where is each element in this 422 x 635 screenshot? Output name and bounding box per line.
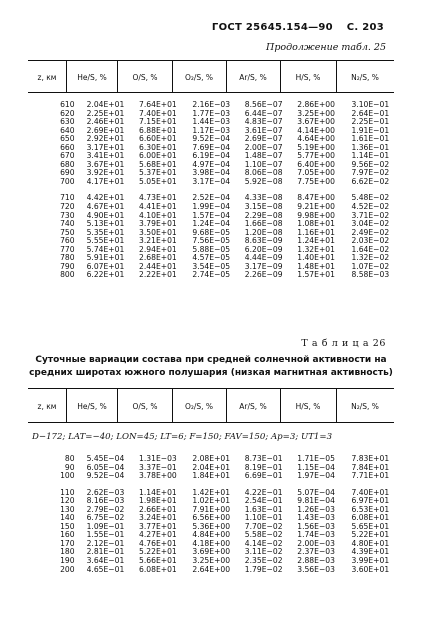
- value-cell: 2.54E−01: [244, 496, 283, 506]
- value-cell: 5.92E−08: [244, 176, 283, 186]
- value-cell: 2.88E−03: [297, 556, 335, 566]
- value-cell: 1.17E−03: [192, 125, 231, 135]
- value-cell: 3.67E+00: [297, 117, 335, 127]
- value-cell: 1.43E−03: [297, 513, 335, 523]
- value-cell: 1.64E−02: [351, 244, 390, 254]
- value-cell: 5.19E+00: [297, 142, 335, 152]
- value-cell: 2.25E−01: [351, 117, 390, 127]
- value-cell: 6.97E+01: [351, 496, 390, 506]
- altitude-cell: 200: [60, 564, 75, 574]
- value-cell: 1.48E+01: [297, 261, 335, 271]
- altitude-cell: 750: [60, 227, 75, 237]
- value-cell: 1.63E−01: [244, 504, 283, 514]
- value-cell: 2.37E−03: [297, 547, 335, 557]
- altitude-cell: 640: [60, 125, 75, 135]
- value-cell: 1.20E−08: [244, 227, 283, 237]
- altitude-cell: 760: [60, 236, 75, 246]
- value-cell: 1.36E−01: [351, 142, 390, 152]
- altitude-cell: 130: [60, 504, 75, 514]
- value-cell: 7.40E+01: [351, 487, 390, 497]
- altitude-cell: 650: [60, 134, 75, 144]
- value-cell: 9.52E−04: [86, 471, 125, 481]
- value-cell: 6.20E−09: [244, 244, 283, 254]
- altitude-cell: 120: [60, 496, 75, 506]
- value-cell: 1.32E+01: [297, 244, 335, 254]
- value-cell: 3.77E+01: [139, 521, 177, 531]
- column-header: H/S, %: [295, 402, 321, 411]
- column-header: N₂/S, %: [351, 73, 379, 82]
- continuation-label: Продолжение табл. 25: [266, 42, 386, 53]
- value-cell: 2.00E−03: [297, 538, 335, 548]
- value-cell: 1.57E+01: [297, 270, 335, 280]
- value-cell: 3.04E−02: [351, 219, 390, 229]
- value-cell: 1.55E−01: [86, 530, 125, 540]
- altitude-cell: 770: [60, 244, 75, 254]
- value-cell: 3.71E−02: [351, 210, 390, 220]
- value-cell: 1.16E+01: [297, 227, 335, 237]
- value-cell: 6.30E+01: [139, 142, 177, 152]
- value-cell: 5.48E−02: [351, 193, 390, 203]
- altitude-cell: 660: [60, 142, 75, 152]
- value-cell: 2.81E−01: [86, 547, 125, 557]
- table-row: [28, 271, 394, 280]
- value-cell: 5.55E+01: [86, 236, 125, 246]
- value-cell: 1.31E−03: [139, 454, 177, 463]
- value-cell: 8.47E+00: [297, 193, 335, 203]
- value-cell: 3.17E−04: [192, 176, 231, 186]
- value-cell: 7.15E+01: [139, 117, 177, 127]
- value-cell: 2.46E+01: [86, 117, 125, 127]
- value-cell: 2.25E+01: [86, 108, 125, 118]
- value-cell: 2.22E+01: [139, 270, 177, 280]
- value-cell: 6.60E+01: [139, 134, 177, 144]
- value-cell: 1.09E−01: [86, 521, 125, 531]
- value-cell: 2.04E+01: [86, 100, 125, 109]
- altitude-cell: 180: [60, 547, 75, 557]
- column-header: H/S, %: [295, 73, 321, 82]
- value-cell: 7.69E−04: [192, 142, 231, 152]
- value-cell: 5.05E+01: [139, 176, 177, 186]
- column-header: O/S, %: [132, 73, 158, 82]
- value-cell: 6.69E−01: [244, 471, 283, 481]
- page-header: [202, 22, 384, 33]
- value-cell: 3.61E−07: [244, 125, 283, 135]
- value-cell: 2.68E+01: [139, 253, 177, 263]
- value-cell: 3.10E−01: [351, 100, 390, 109]
- value-cell: 4.41E+01: [139, 202, 177, 212]
- value-cell: 1.32E−02: [351, 253, 390, 263]
- page-number: С. 203: [346, 22, 384, 33]
- value-cell: 1.40E+01: [297, 253, 335, 263]
- value-cell: 1.26E−03: [297, 504, 335, 514]
- value-cell: 9.81E−04: [297, 496, 335, 506]
- altitude-cell: 100: [60, 471, 75, 481]
- table25-head-rule: [28, 92, 394, 93]
- column-header: O/S, %: [132, 402, 158, 411]
- value-cell: 3.54E−05: [192, 261, 231, 271]
- value-cell: 8.63E−09: [244, 236, 283, 246]
- column-header: O₂/S, %: [184, 402, 214, 411]
- altitude-cell: 610: [60, 100, 75, 109]
- value-cell: 3.15E−08: [244, 202, 283, 212]
- altitude-cell: 620: [60, 108, 75, 118]
- value-cell: 2.04E+01: [192, 462, 231, 472]
- column-header: Ar/S, %: [239, 73, 267, 82]
- altitude-cell: 110: [60, 487, 75, 497]
- value-cell: 3.99E+01: [351, 556, 390, 566]
- value-cell: 5.58E−02: [244, 530, 283, 540]
- value-cell: 2.64E+00: [192, 564, 231, 574]
- value-cell: 6.75E−02: [86, 513, 125, 523]
- altitude-cell: 190: [60, 556, 75, 566]
- table26-label: Т а б л и ц а 26: [301, 338, 386, 349]
- altitude-cell: 690: [60, 168, 75, 178]
- value-cell: 4.17E+01: [86, 176, 125, 186]
- value-cell: 1.77E−03: [192, 108, 231, 118]
- value-cell: 2.64E−01: [351, 108, 390, 118]
- value-cell: 6.40E+00: [297, 159, 335, 169]
- value-cell: 2.00E−07: [244, 142, 283, 152]
- value-cell: 4.67E+01: [86, 202, 125, 212]
- value-cell: 5.22E+01: [351, 530, 390, 540]
- value-cell: 3.37E−01: [139, 462, 177, 472]
- value-cell: 2.52E−04: [192, 193, 231, 203]
- value-cell: 2.69E+01: [86, 125, 125, 135]
- value-cell: 2.69E−07: [244, 134, 283, 144]
- value-cell: 3.98E−04: [192, 168, 231, 178]
- value-cell: 4.64E+00: [297, 134, 335, 144]
- value-cell: 7.91E+00: [192, 504, 231, 514]
- altitude-cell: 720: [60, 202, 75, 212]
- value-cell: 8.16E−03: [86, 496, 125, 506]
- table-row: [28, 178, 394, 187]
- value-cell: 7.83E+01: [351, 454, 390, 463]
- value-cell: 3.69E+00: [192, 547, 231, 557]
- value-cell: 1.14E+01: [139, 487, 177, 497]
- value-cell: 4.42E+01: [86, 193, 125, 203]
- table26-head-rule: [28, 422, 394, 423]
- value-cell: 3.92E+01: [86, 168, 125, 178]
- altitude-cell: 80: [64, 454, 75, 463]
- value-cell: 8.56E−07: [244, 100, 283, 109]
- value-cell: 7.84E+01: [351, 462, 390, 472]
- altitude-cell: 90: [64, 462, 75, 472]
- standard-number: ГОСТ 25645.154—90: [211, 22, 333, 33]
- value-cell: 3.25E+00: [192, 556, 231, 566]
- value-cell: 4.97E−04: [192, 159, 231, 169]
- value-cell: 2.66E+01: [139, 504, 177, 514]
- value-cell: 4.84E+00: [192, 530, 231, 540]
- value-cell: 9.56E−02: [351, 159, 390, 169]
- value-cell: 6.22E+01: [86, 270, 125, 280]
- table26-top-rule: [28, 388, 394, 389]
- value-cell: 1.10E−01: [244, 513, 283, 523]
- value-cell: 5.37E+01: [139, 168, 177, 178]
- value-cell: 5.36E+00: [192, 521, 231, 531]
- value-cell: 1.15E−04: [297, 462, 335, 472]
- value-cell: 2.26E−09: [244, 270, 283, 280]
- value-cell: 1.84E+01: [192, 471, 231, 481]
- value-cell: 3.60E+01: [351, 564, 390, 574]
- value-cell: 6.07E+01: [86, 261, 125, 271]
- value-cell: 4.22E−01: [244, 487, 283, 497]
- value-cell: 4.27E+01: [139, 530, 177, 540]
- value-cell: 7.71E+01: [351, 471, 390, 481]
- value-cell: 1.44E−03: [192, 117, 231, 127]
- value-cell: 2.74E−05: [192, 270, 231, 280]
- value-cell: 1.56E−03: [297, 521, 335, 531]
- value-cell: 2.49E−02: [351, 227, 390, 237]
- value-cell: 4.80E+01: [351, 538, 390, 548]
- value-cell: 5.77E+00: [297, 151, 335, 161]
- value-cell: 1.14E−01: [351, 151, 390, 161]
- altitude-cell: 700: [60, 176, 75, 186]
- value-cell: 4.90E+01: [86, 210, 125, 220]
- value-cell: 3.21E+01: [139, 236, 177, 246]
- value-cell: 5.88E−05: [192, 244, 231, 254]
- altitude-cell: 160: [60, 530, 75, 540]
- value-cell: 4.14E−02: [244, 538, 283, 548]
- value-cell: 5.91E+01: [86, 253, 125, 263]
- column-header: Ar/S, %: [239, 402, 267, 411]
- table-row: [28, 566, 394, 575]
- value-cell: 3.67E+01: [86, 159, 125, 169]
- value-cell: 9.68E−05: [192, 227, 231, 237]
- value-cell: 9.98E+00: [297, 210, 335, 220]
- value-cell: 5.22E+01: [139, 547, 177, 557]
- altitude-cell: 680: [60, 159, 75, 169]
- value-cell: 2.08E+01: [192, 454, 231, 463]
- value-cell: 2.44E+01: [139, 261, 177, 271]
- value-cell: 1.91E−01: [351, 125, 390, 135]
- value-cell: 5.74E+01: [86, 244, 125, 254]
- value-cell: 2.86E+00: [297, 100, 335, 109]
- column-header: He/S, %: [77, 402, 107, 411]
- altitude-cell: 730: [60, 210, 75, 220]
- table25-top-rule: [28, 60, 394, 61]
- value-cell: 1.66E−08: [244, 219, 283, 229]
- value-cell: 1.57E−04: [192, 210, 231, 220]
- table-row: [28, 472, 394, 481]
- value-cell: 5.07E−04: [297, 487, 335, 497]
- value-cell: 1.24E−04: [192, 219, 231, 229]
- value-cell: 1.74E−03: [297, 530, 335, 540]
- value-cell: 7.64E+01: [139, 100, 177, 109]
- value-cell: 3.50E+01: [139, 227, 177, 237]
- value-cell: 6.19E−04: [192, 151, 231, 161]
- value-cell: 4.14E+00: [297, 125, 335, 135]
- value-cell: 1.99E−04: [192, 202, 231, 212]
- altitude-cell: 800: [60, 270, 75, 280]
- value-cell: 3.64E−01: [86, 556, 125, 566]
- altitude-cell: 780: [60, 253, 75, 263]
- value-cell: 5.66E+01: [139, 556, 177, 566]
- value-cell: 5.45E−04: [86, 454, 125, 463]
- model-parameters: D−172; LAT=−40; LON=45; LT=6; F=150; FAV=150; Ap=3; UT1=3: [32, 432, 333, 442]
- value-cell: 2.12E−01: [86, 538, 125, 548]
- value-cell: 6.05E−04: [86, 462, 125, 472]
- value-cell: 3.56E−03: [297, 564, 335, 574]
- value-cell: 6.08E+01: [351, 513, 390, 523]
- altitude-cell: 140: [60, 513, 75, 523]
- value-cell: 5.65E+01: [351, 521, 390, 531]
- column-header: O₂/S, %: [184, 73, 214, 82]
- column-header: N₂/S, %: [351, 402, 379, 411]
- value-cell: 2.03E−02: [351, 236, 390, 246]
- value-cell: 6.56E+00: [192, 513, 231, 523]
- value-cell: 2.29E−08: [244, 210, 283, 220]
- value-cell: 5.68E+01: [139, 159, 177, 169]
- value-cell: 9.21E+00: [297, 202, 335, 212]
- value-cell: 1.42E+01: [192, 487, 231, 497]
- value-cell: 3.78E+00: [139, 471, 177, 481]
- column-header: He/S, %: [77, 73, 107, 82]
- value-cell: 4.52E−02: [351, 202, 390, 212]
- value-cell: 6.44E−07: [244, 108, 283, 118]
- value-cell: 1.07E−02: [351, 261, 390, 271]
- table26: [28, 455, 394, 574]
- table26-caption: Суточные вариации состава при средней солнечной активности на средних широтах южного полушария (низкая магнитная активность): [29, 355, 393, 378]
- value-cell: 1.02E+01: [192, 496, 231, 506]
- value-cell: 7.70E−02: [244, 521, 283, 531]
- value-cell: 8.19E−01: [244, 462, 283, 472]
- altitude-cell: 740: [60, 219, 75, 229]
- value-cell: 7.56E−05: [192, 236, 231, 246]
- value-cell: 2.79E−02: [86, 504, 125, 514]
- value-cell: 1.61E−01: [351, 134, 390, 144]
- value-cell: 7.40E+01: [139, 108, 177, 118]
- value-cell: 4.39E+01: [351, 547, 390, 557]
- value-cell: 9.52E−04: [192, 134, 231, 144]
- value-cell: 2.35E−02: [244, 556, 283, 566]
- value-cell: 3.79E+01: [139, 219, 177, 229]
- value-cell: 3.41E+01: [86, 151, 125, 161]
- column-header: z, км: [37, 402, 57, 411]
- value-cell: 1.48E−07: [244, 151, 283, 161]
- value-cell: 4.44E−09: [244, 253, 283, 263]
- value-cell: 8.06E−08: [244, 168, 283, 178]
- value-cell: 2.92E+01: [86, 134, 125, 144]
- value-cell: 8.73E−01: [244, 454, 283, 463]
- value-cell: 1.08E+01: [297, 219, 335, 229]
- value-cell: 7.97E−02: [351, 168, 390, 178]
- value-cell: 6.00E+01: [139, 151, 177, 161]
- altitude-cell: 790: [60, 261, 75, 271]
- value-cell: 5.13E+01: [86, 219, 125, 229]
- altitude-cell: 710: [60, 193, 75, 203]
- value-cell: 2.16E−03: [192, 100, 231, 109]
- value-cell: 7.05E+00: [297, 168, 335, 178]
- value-cell: 6.62E−02: [351, 176, 390, 186]
- value-cell: 7.75E+00: [297, 176, 335, 186]
- value-cell: 2.62E−03: [86, 487, 125, 497]
- value-cell: 4.10E+01: [139, 210, 177, 220]
- value-cell: 1.71E−05: [297, 454, 335, 463]
- altitude-cell: 170: [60, 538, 75, 548]
- altitude-cell: 150: [60, 521, 75, 531]
- value-cell: 4.33E−08: [244, 193, 283, 203]
- value-cell: 3.17E+01: [86, 142, 125, 152]
- altitude-cell: 630: [60, 117, 75, 127]
- value-cell: 4.76E+01: [139, 538, 177, 548]
- value-cell: 3.11E−02: [244, 547, 283, 557]
- value-cell: 4.57E−05: [192, 253, 231, 263]
- value-cell: 2.94E+01: [139, 244, 177, 254]
- value-cell: 8.58E−03: [351, 270, 390, 280]
- value-cell: 3.24E+01: [139, 513, 177, 523]
- altitude-cell: 670: [60, 151, 75, 161]
- value-cell: 4.65E−01: [86, 564, 125, 574]
- value-cell: 1.98E+01: [139, 496, 177, 506]
- table25: [28, 101, 394, 280]
- value-cell: 1.10E−07: [244, 159, 283, 169]
- value-cell: 6.53E+01: [351, 504, 390, 514]
- value-cell: 5.35E+01: [86, 227, 125, 237]
- value-cell: 1.24E+01: [297, 236, 335, 246]
- value-cell: 1.79E−02: [244, 564, 283, 574]
- value-cell: 1.97E−04: [297, 471, 335, 481]
- value-cell: 4.83E−07: [244, 117, 283, 127]
- value-cell: 3.25E+00: [297, 108, 335, 118]
- value-cell: 4.73E+01: [139, 193, 177, 203]
- column-header: z, км: [37, 73, 57, 82]
- value-cell: 6.88E+01: [139, 125, 177, 135]
- value-cell: 4.18E+00: [192, 538, 231, 548]
- value-cell: 3.17E−09: [244, 261, 283, 271]
- value-cell: 6.08E+01: [139, 564, 177, 574]
